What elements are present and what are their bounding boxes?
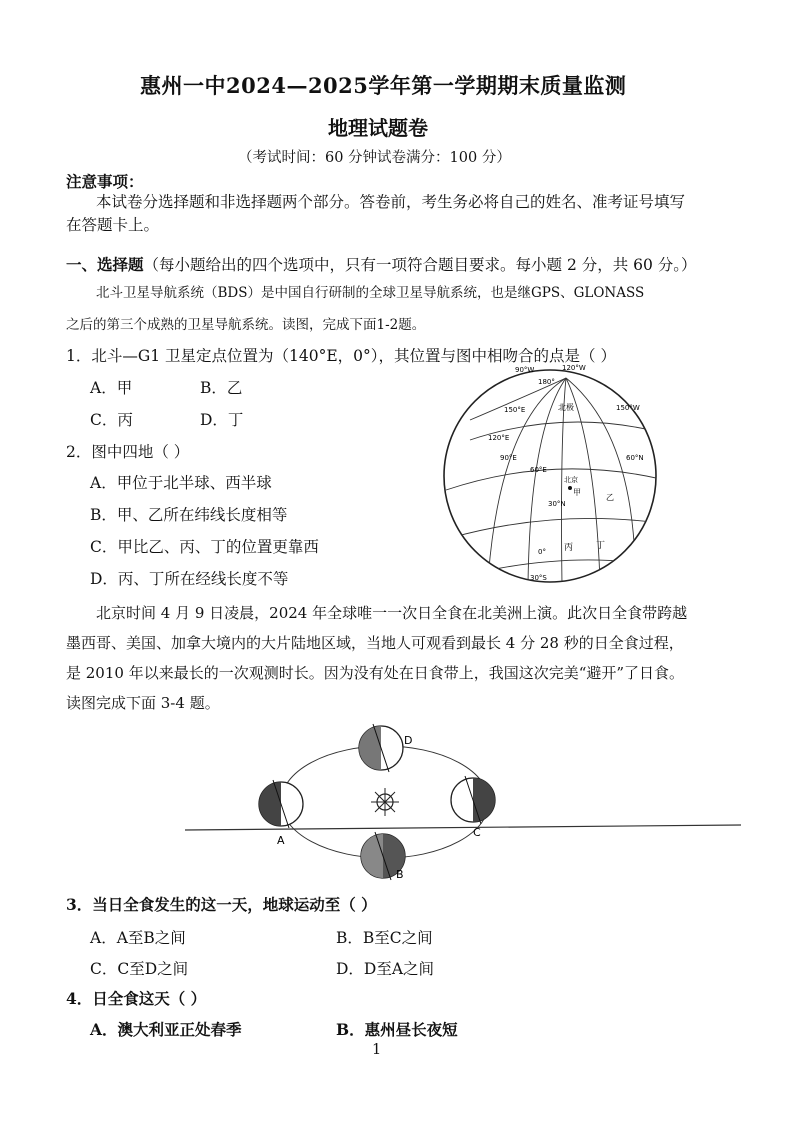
passage1-line-2: 之后的第三个成熟的卫星导航系统。读图，完成下面1-2题。 bbox=[66, 317, 426, 333]
passage2-line-1: 北京时间 4 月 9 日凌晨，2024 年全球唯一一次日全食在北美洲上演。此次日全食带跨越 bbox=[96, 604, 688, 622]
q1-option-a: A．甲 bbox=[90, 379, 133, 397]
exam-title: 惠州一中2024—2025学年第一学期期末质量监测 bbox=[140, 73, 627, 98]
passage1-line-1: 北斗卫星导航系统（BDS）是中国自行研制的全球卫星导航系统，也是继GPS、GLONASS bbox=[96, 285, 645, 301]
globe-label-bing: 丙 bbox=[564, 543, 574, 553]
globe-label-jia: 甲 bbox=[573, 488, 581, 497]
globe-label-30s: 30°S bbox=[530, 574, 547, 582]
q3-option-b: B．B至C之间 bbox=[336, 929, 433, 947]
passage2-line-3: 是 2010 年以来最长的一次观测时长。因为没有处在日食带上，我国这次完美“避开”了日食。 bbox=[66, 664, 685, 682]
q2-option-b: B．甲、乙所在纬线长度相等 bbox=[90, 506, 288, 524]
exam-info: （考试时间：60 分钟试卷满分：100 分） bbox=[238, 150, 511, 166]
notice-heading: 注意事项： bbox=[66, 172, 144, 191]
earth-position-a bbox=[259, 780, 303, 828]
passage2-line-2: 墨西哥、美国、加拿大境内的大片陆地区域，当地人可观看到最长 4 分 28 秒的日全食过程， bbox=[66, 634, 684, 652]
globe-label-90e: 90°E bbox=[500, 454, 517, 462]
earth-position-c bbox=[451, 776, 495, 824]
notice-line-1: 本试卷分选择题和非选择题两个部分。答卷前，考生务必将自己的姓名、准考证号填写 bbox=[96, 193, 686, 211]
q1-option-d: D．丁 bbox=[200, 411, 244, 429]
orbit-label-a: A bbox=[277, 834, 285, 847]
orbit-label-b: B bbox=[396, 868, 404, 881]
passage2-line-4: 读图完成下面 3-4 题。 bbox=[66, 694, 220, 712]
q4-option-b: B．惠州昼长夜短 bbox=[336, 1020, 458, 1039]
q4-stem: 4．日全食这天（ ） bbox=[66, 989, 207, 1008]
orbit-label-d: D bbox=[404, 734, 413, 747]
globe-label-beijing: 北京 bbox=[564, 476, 578, 484]
earth-position-d bbox=[359, 724, 403, 772]
globe-label-120e: 120°E bbox=[488, 434, 510, 442]
globe-label-60e: 60°E bbox=[530, 466, 547, 474]
q2-option-c: C．甲比乙、丙、丁的位置更靠西 bbox=[90, 538, 319, 556]
globe-label-180: 180° bbox=[538, 378, 555, 386]
globe-outline bbox=[444, 370, 656, 582]
orbit-figure bbox=[185, 718, 745, 886]
globe-label-120w: 120°W bbox=[562, 364, 586, 372]
q2-stem: 2．图中四地（ ） bbox=[66, 443, 190, 461]
q2-option-a: A．甲位于北半球、西半球 bbox=[90, 474, 272, 492]
subject-title: 地理试题卷 bbox=[328, 116, 428, 140]
orbit-label-c: C bbox=[473, 826, 481, 839]
q1-option-c: C．丙 bbox=[90, 411, 133, 429]
q3-option-d: D．D至A之间 bbox=[336, 960, 435, 978]
q2-option-d: D．丙、丁所在经线长度不等 bbox=[90, 570, 289, 588]
section-heading bbox=[66, 253, 697, 275]
section-instruction: （每小题给出的四个选项中，只有一项符合题目要求。每小题 2 分，共 60 分。） bbox=[143, 256, 697, 274]
page-number: 1 bbox=[372, 1042, 382, 1058]
globe-label-90w: 90°W bbox=[515, 366, 535, 374]
globe-label-30n: 30°N bbox=[548, 500, 566, 508]
q3-option-c: C．C至D之间 bbox=[90, 960, 189, 978]
orbit-plane-line bbox=[185, 825, 741, 830]
globe-label-60n: 60°N bbox=[626, 454, 644, 462]
globe-label-north-pole: 北极 bbox=[558, 403, 574, 412]
globe-label-ding: 丁 bbox=[596, 541, 606, 551]
q1-stem: 1．北斗—G1 卫星定点位置为（140°E，0°），其位置与图中相吻合的点是（ ） bbox=[66, 347, 616, 365]
globe-label-150w: 150°W bbox=[616, 404, 640, 412]
globe-label-0: 0° bbox=[538, 548, 546, 556]
q3-option-a: A．A至B之间 bbox=[90, 929, 186, 947]
q3-stem: 3．当日全食发生的这一天，地球运动至（ ） bbox=[66, 895, 377, 914]
sun-icon bbox=[371, 788, 399, 816]
globe-point-beijing bbox=[568, 486, 572, 490]
globe-label-yi: 乙 bbox=[606, 493, 614, 502]
globe-figure bbox=[430, 360, 670, 590]
q1-option-b: B．乙 bbox=[200, 379, 243, 397]
globe-label-150e: 150°E bbox=[504, 406, 526, 414]
notice-line-2: 在答题卡上。 bbox=[66, 216, 160, 234]
section-title: 一、选择题 bbox=[66, 255, 144, 274]
q4-option-a: A．澳大利亚正处春季 bbox=[90, 1020, 242, 1039]
